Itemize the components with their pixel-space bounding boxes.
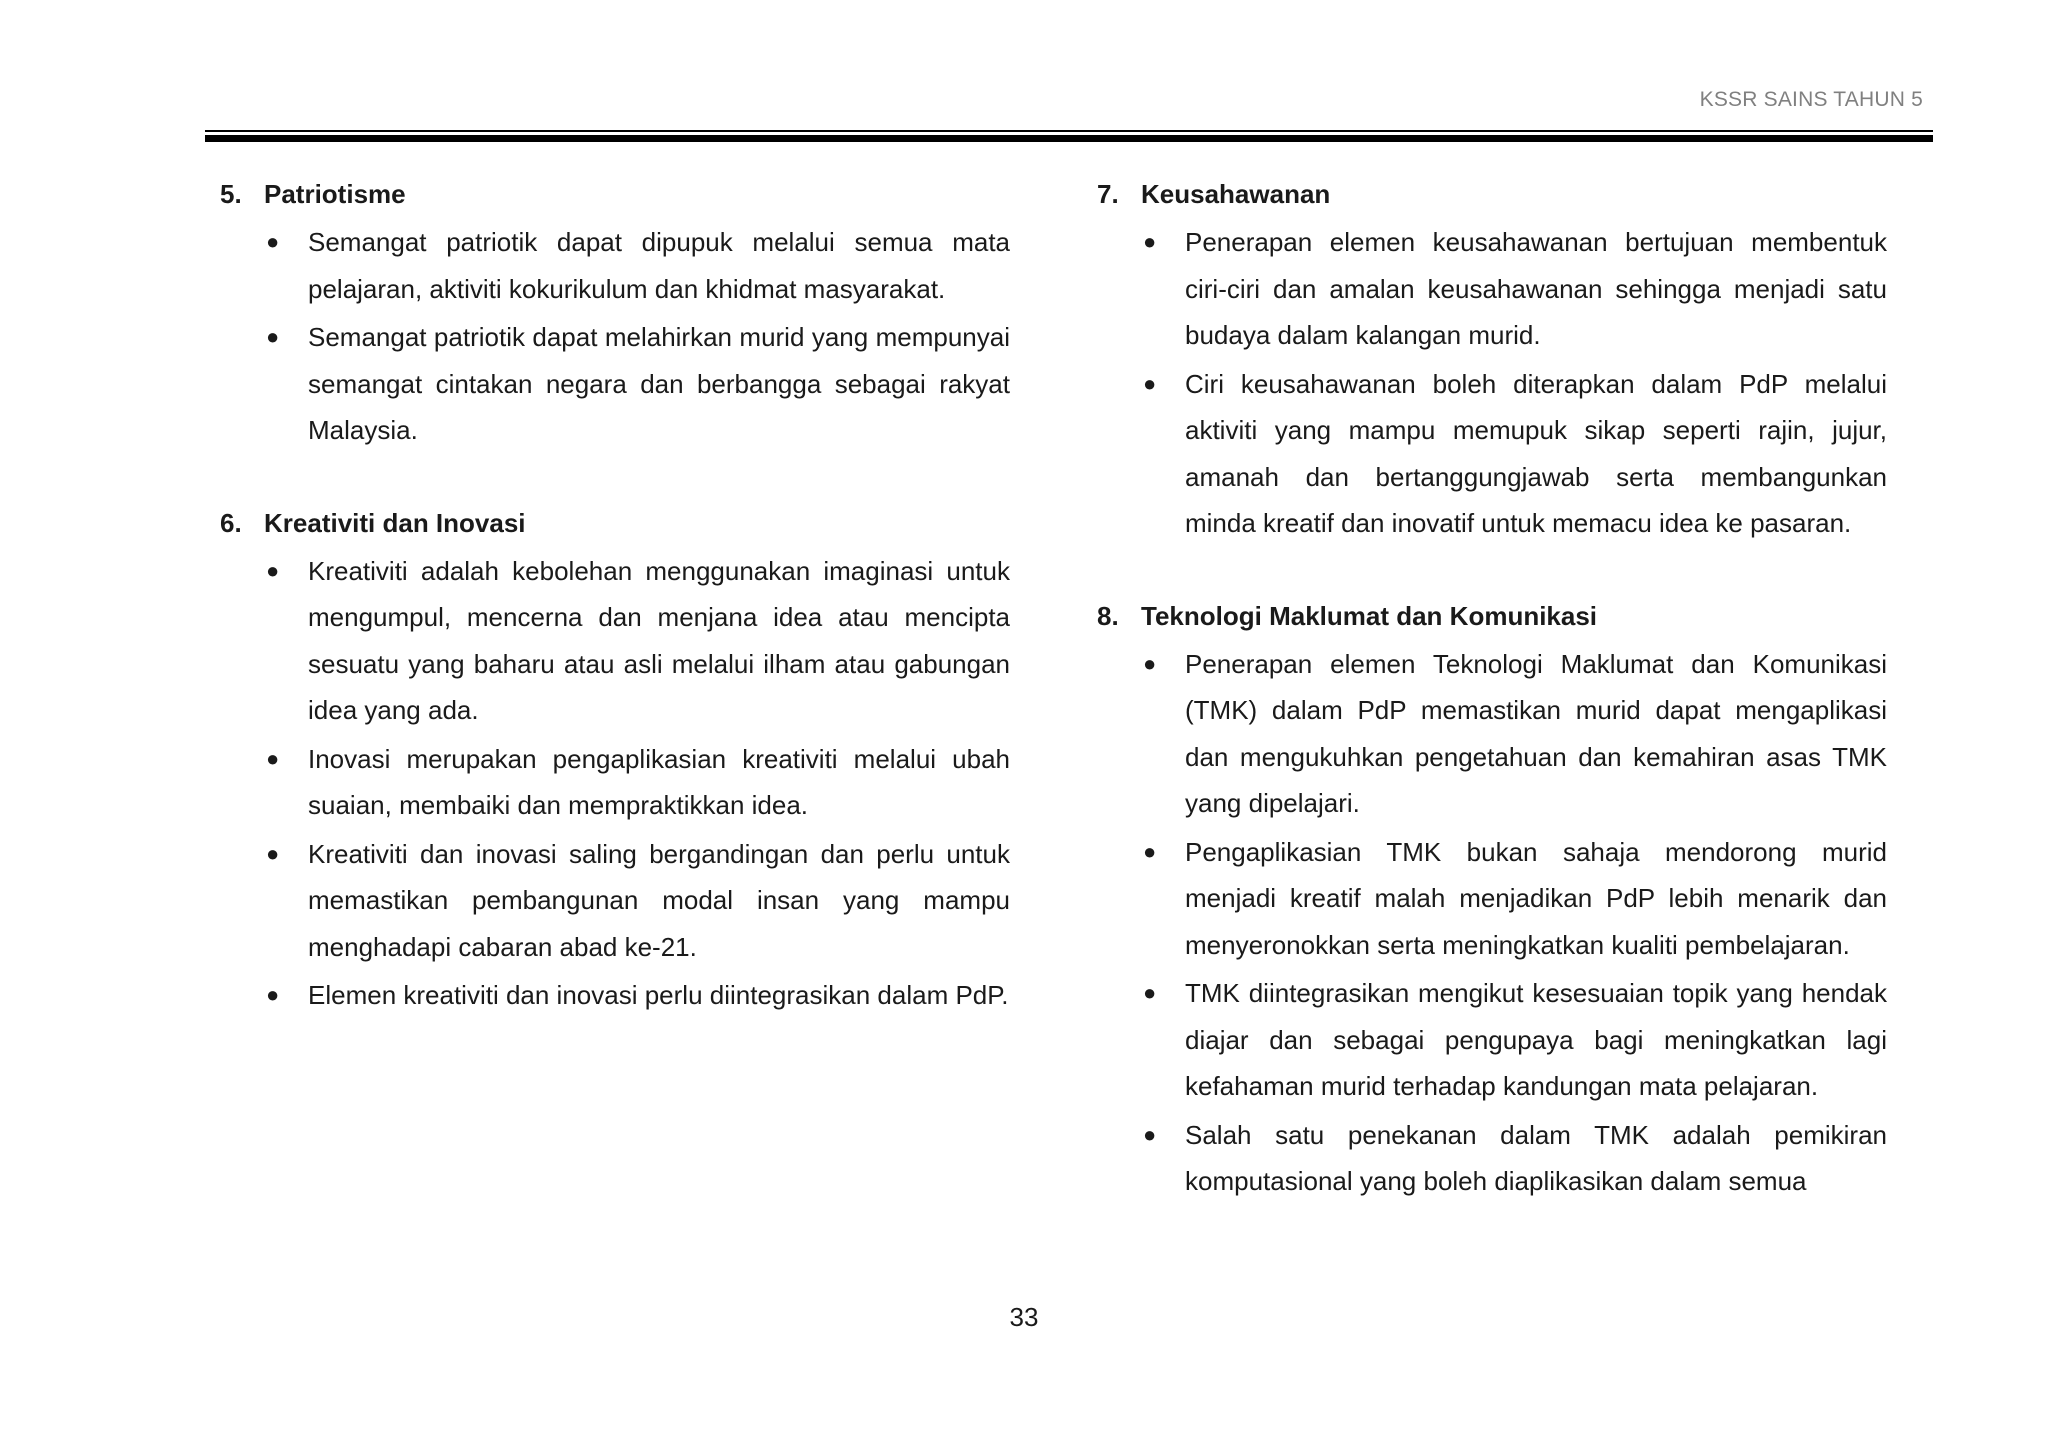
bullet-list [220,219,1010,454]
left-column [220,171,1010,1065]
list-item: ● Semangat patriotik dapat melahirkan murid yang mempunyai semangat cintakan negara dan berbangga sebagai rakyat Malaysia. [220,314,1010,454]
bullet-icon: ● [266,982,280,1007]
section-number: 5. [220,179,242,209]
bullet-icon: ● [1143,229,1157,254]
bullet-icon: ● [266,745,280,771]
header-rule-thin [205,130,1933,132]
bullet-icon: ● [266,840,280,866]
list-item: ● Kreativiti adalah kebolehan menggunakan imaginasi untuk mengumpul, mencerna dan menjana idea atau mencipta sesuatu yang baharu atau asli melalui ilham atau gabungan idea yang ada. [220,548,1010,734]
section-keusahawanan [1097,171,1887,547]
section-number: 7. [1097,179,1119,209]
section-title: Kreativiti dan Inovasi [264,507,526,538]
bullet-list [220,548,1010,1019]
list-item: ● Penerapan elemen keusahawanan bertujuan membentuk ciri-ciri dan amalan keusahawanan sehingga menjadi satu budaya dalam kalangan murid. [1097,219,1887,359]
section-title: Patriotisme [264,179,406,209]
section-kreativiti-inovasi [220,500,1010,1019]
section-title: Keusahawanan [1141,179,1331,209]
list-item: ● Ciri keusahawanan boleh diterapkan dalam PdP melalui aktiviti yang mampu memupuk sikap seperti rajin, jujur, amanah dan bertanggungjawab serta membangunkan minda kreatif dan inovatif untuk memacu idea ke pasaran. [1097,361,1887,547]
list-item: ● Kreativiti dan inovasi saling bergandingan dan perlu untuk memastikan pembangunan modal insan yang mampu menghadapi cabaran abad ke-21. [220,831,1010,971]
list-item: ● Inovasi merupakan pengaplikasian kreativiti melalui ubah suaian, membaiki dan mempraktikkan idea. [220,736,1010,829]
bullet-icon: ● [1143,1121,1157,1147]
section-heading [220,500,1010,546]
list-item: ● Elemen kreativiti dan inovasi perlu diintegrasikan dalam PdP. [220,972,1010,1019]
page-number: 33 [1009,1302,1039,1332]
section-title: Teknologi Maklumat dan Komunikasi [1141,600,1598,631]
header-rule-thick [205,135,1933,142]
running-header: KSSR SAINS TAHUN 5 [1699,88,1923,111]
bullet-list [1097,219,1887,547]
list-item: ● Salah satu penekanan dalam TMK adalah pemikiran komputasional yang boleh diaplikasikan dalam semua [1097,1112,1887,1205]
bullet-icon: ● [1143,370,1157,396]
bullet-icon: ● [266,229,280,254]
section-heading [1097,593,1887,639]
section-number: 8. [1097,600,1119,631]
bullet-icon: ● [1143,980,1157,1005]
section-heading [220,171,1010,217]
bullet-icon: ● [266,324,280,349]
right-column [1097,171,1887,1251]
section-tmk [1097,593,1887,1205]
bullet-icon: ● [1143,650,1157,676]
bullet-icon: ● [266,557,280,583]
list-item: ● TMK diintegrasikan mengikut kesesuaian topik yang hendak diajar dan sebagai pengupaya bagi meningkatkan lagi kefahaman murid terhadap kandungan mata pelajaran. [1097,970,1887,1110]
section-patriotisme [220,171,1010,454]
list-item: ● Semangat patriotik dapat dipupuk melalui semua mata pelajaran, aktiviti kokurikulum dan khidmat masyarakat. [220,219,1010,312]
list-item: ● Penerapan elemen Teknologi Maklumat dan Komunikasi (TMK) dalam PdP memastikan murid dapat mengaplikasi dan mengukuhkan pengetahuan dan kemahiran asas TMK yang dipelajari. [1097,641,1887,827]
bullet-icon: ● [1143,838,1157,864]
bullet-list [1097,641,1887,1205]
section-number: 6. [220,507,242,538]
section-heading [1097,171,1887,217]
list-item: ● Pengaplikasian TMK bukan sahaja mendorong murid menjadi kreatif malah menjadikan PdP lebih menarik dan menyeronokkan serta meningkatkan kualiti pembelajaran. [1097,829,1887,969]
